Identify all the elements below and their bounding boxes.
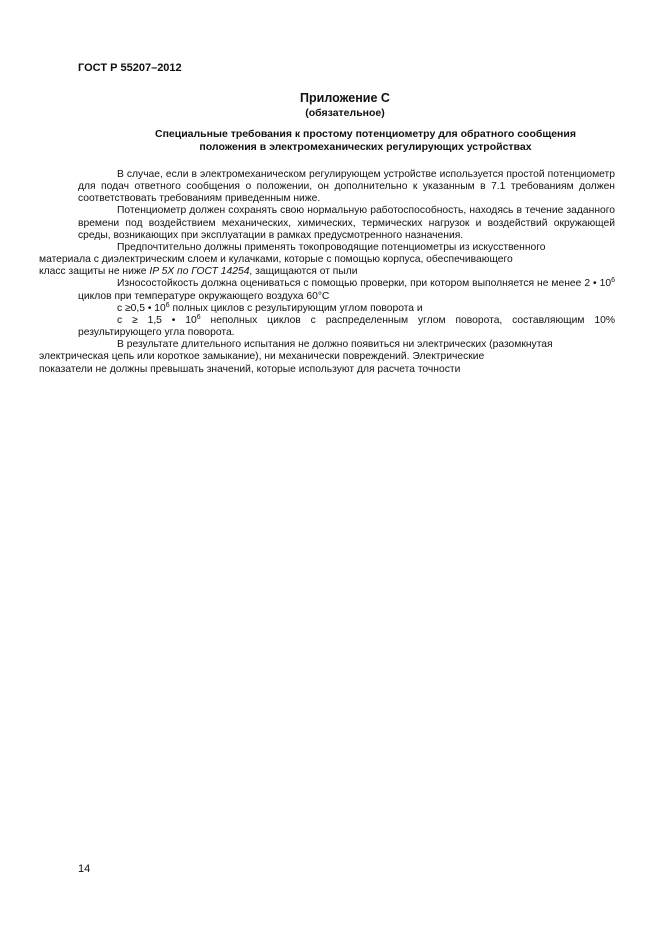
paragraph-preferred-type-line-1: Предпочтительно должны применять токопроводящие потенциометры из искусственного [117, 241, 546, 253]
section-heading-line-2: положения в электромеханических регулирующих устройствах [199, 141, 532, 153]
paragraph-full-cycles [78, 303, 615, 315]
protection-class-suffix: , защищаются от пыли [249, 266, 358, 278]
document-code: ГОСТ Р 55207–2012 [78, 62, 182, 74]
annex-title: Приложение С [300, 91, 390, 105]
paragraph-preferred-type-line-2: материала с диэлектрическим слоем и кулачками, которые с помощью корпуса, обеспечивающего [39, 254, 513, 266]
endurance-result-line-1: В результате длительного испытания не должно появиться ни электрических (разомкнутая [117, 339, 553, 351]
protection-class-prefix: класс защиты не ниже [39, 266, 150, 278]
wear-resistance-text: Износостойкость должна оцениваться с помощью проверки, при котором выполняется не менее 2 • 10 [117, 278, 612, 290]
partial-cycles-tail: неполных циклов с распределенным углом поворота, составляющим 10% результирующего угла поворота. [78, 314, 615, 339]
full-cycles-tail: полных циклов с результирующим углом поворота и [169, 302, 423, 314]
partial-cycles-exponent: 6 [196, 313, 201, 321]
partial-cycles-text: с ≥ 1,5 • 10 [117, 314, 197, 326]
full-cycles-exponent: 6 [165, 301, 170, 309]
paragraph-preferred-type-line-3 [39, 266, 358, 277]
full-cycles-text: с ≥0,5 • 10 [117, 302, 166, 314]
paragraph-scope: В случае, если в электромеханическом регулирующем устройстве используется простой потенциометр для подач ответного сообщения о положении, он дополнительно к указанным в 7.1 требованиям должен соответствовать требованиям приведенным ниже. [78, 169, 615, 205]
section-heading [138, 128, 593, 154]
body-text [39, 169, 615, 376]
page-number: 14 [78, 863, 91, 875]
paragraph-endurance-result [39, 339, 615, 375]
paragraph-partial-cycles [78, 315, 615, 339]
paragraph-preferred-type [39, 241, 615, 278]
wear-resistance-tail: циклов при температуре окружающего воздуха 60°С [78, 290, 330, 302]
section-heading-line-1: Специальные требования к простому потенциометру для обратного сообщения [155, 128, 576, 140]
protection-class-reference: IP 5X по ГОСТ 14254 [149, 266, 250, 278]
wear-resistance-exponent: 6 [611, 277, 615, 285]
endurance-result-line-3: показатели не должны превышать значений, которые используют для расчета точности [39, 363, 461, 375]
paragraph-performance: Потенциометр должен сохранять свою нормальную работоспособность, находясь в течение заданного времени под воздействием механических, химических, термических нагрузок и воздействий окружающей среды, возникающих при эксплуатации в рамках предусмотренного назначения. [78, 205, 615, 241]
endurance-result-line-2: электрическая цепь или короткое замыкание), ни механически повреждений. Электрические [39, 351, 485, 363]
annex-status: (обязательное) [305, 107, 385, 119]
paragraph-wear-resistance [78, 278, 615, 302]
